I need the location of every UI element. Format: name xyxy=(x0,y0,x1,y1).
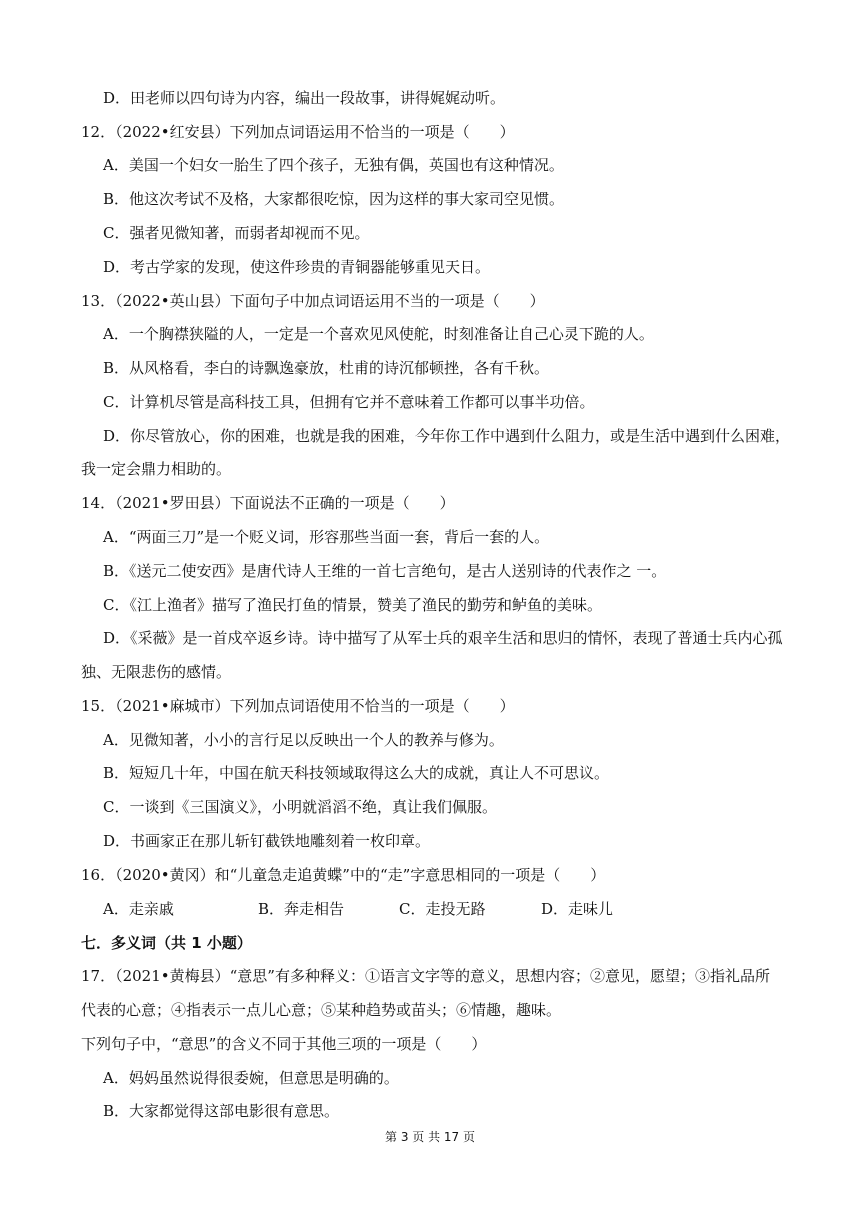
option-text: C．强者见微知著，而弱者却视而不见。 xyxy=(103,224,370,242)
option-text: D．你尽管放心，你的困难，也就是我的困难，今年你工作中遇到什么阻力，或是生活中遇到什么困难， xyxy=(103,427,791,445)
option-text: C．《江上渔者》描写了渔民打鱼的情景，赞美了渔民的勤劳和鲈鱼的美味。 xyxy=(103,596,602,614)
option-text: A．妈妈虽然说得很委婉，但意思是明确的。 xyxy=(103,1069,399,1087)
section-heading: 七．多义词（共 1 小题） xyxy=(81,934,252,952)
question-text: 13．（2022•英山县）下面句子中加点词语运用不当的一项是（ ） xyxy=(81,292,545,310)
question-text: 下列句子中，“意思”的含义不同于其他三项的一项是（ ） xyxy=(81,1035,487,1053)
question-text: 17．（2021•黄梅县）“意思”有多种释义：①语言文字等的意义，思想内容；②意见，愿望；③指礼品所 xyxy=(81,967,770,985)
option-text: B．他这次考试不及格，大家都很吃惊，因为这样的事大家司空见惯。 xyxy=(103,190,565,208)
option-text: A．美国一个妇女一胎生了四个孩子，无独有偶，英国也有这种情况。 xyxy=(103,156,564,174)
q16-option-c: C．走投无路 xyxy=(399,900,486,918)
q16-option-d: D．走味儿 xyxy=(541,900,614,918)
question-text: 16．（2020•黄冈）和“儿童急走追黄蝶”中的“走”字意思相同的一项是（ ） xyxy=(81,866,606,884)
option-text: D．田老师以四句诗为内容，编出一段故事，讲得娓娓动听。 xyxy=(103,89,506,107)
option-text: D．考古学家的发现，使这件珍贵的青铜器能够重见天日。 xyxy=(103,258,491,276)
option-text: B．大家都觉得这部电影很有意思。 xyxy=(103,1102,340,1120)
option-text: A．一个胸襟狭隘的人，一定是一个喜欢见风使舵，时刻准备让自己心灵下跪的人。 xyxy=(103,325,654,343)
q16-option-a: A．走亲戚 xyxy=(103,900,174,918)
option-text: C．一谈到《三国演义》，小明就滔滔不绝，真让我们佩服。 xyxy=(103,798,497,816)
option-text: B．短短几十年，中国在航天科技领域取得这么大的成就，真让人不可思议。 xyxy=(103,764,610,782)
option-text: A．“两面三刀”是一个贬义词，形容那些当面一套，背后一套的人。 xyxy=(103,528,550,546)
option-text: C．计算机尽管是高科技工具，但拥有它并不意味着工作都可以事半功倍。 xyxy=(103,393,595,411)
option-text: 我一定会鼎力相助的。 xyxy=(81,460,232,478)
question-text: 代表的心意；④指表示一点儿心意；⑤某种趋势或苗头；⑥情趣，趣味。 xyxy=(81,1001,562,1019)
option-text: 独、无限悲伤的感情。 xyxy=(81,663,232,681)
option-text: D．《采薇》是一首戍卒返乡诗。诗中描写了从军士兵的艰辛生活和思归的情怀，表现了普通士兵内心孤 xyxy=(103,629,783,647)
question-text: 15．（2021•麻城市）下列加点词语使用不恰当的一项是（ ） xyxy=(81,697,515,715)
q16-option-b: B．奔走相告 xyxy=(258,900,345,918)
question-text: 14．（2021•罗田县）下面说法不正确的一项是（ ） xyxy=(81,494,455,512)
option-text: A．见微知著，小小的言行足以反映出一个人的教养与修为。 xyxy=(103,731,504,749)
page-footer: 第 3 页 共 17 页 xyxy=(385,1130,475,1144)
option-text: D．书画家正在那儿斩钉截铁地雕刻着一枚印章。 xyxy=(103,832,431,850)
option-text: B．从风格看，李白的诗飘逸豪放，杜甫的诗沉郁顿挫，各有千秋。 xyxy=(103,359,550,377)
option-text: B．《送元二使安西》是唐代诗人王维的一首七言绝句，是古人送别诗的代表作之 一。 xyxy=(103,562,667,580)
question-text: 12．（2022•红安县）下列加点词语运用不恰当的一项是（ ） xyxy=(81,123,515,141)
